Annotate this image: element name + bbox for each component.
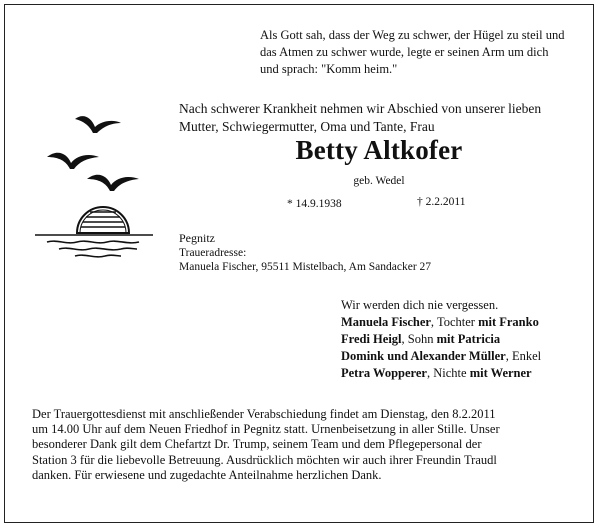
mourner-name: Manuela Fischer [341,315,431,329]
birds-sunset-icon-graphic [29,105,159,265]
mourners-block [341,297,541,382]
deceased-name: Betty Altkofer [295,135,463,165]
mourner-row [341,331,541,348]
address-line: Manuela Fischer, 95511 Mistelbach, Am Sandacker 27 [179,261,432,273]
poem [260,27,580,78]
intro-text [179,100,579,136]
mourner-name: Fredi Heigl [341,332,402,346]
intro-line: Nach schwerer Krankheit nehmen wir Abschied von unserer lieben [179,101,542,116]
birth-date: * 14.9.1938 [287,198,342,210]
address-label: Traueradresse: [179,246,247,259]
mourner-name: Domink und Alexander Müller [341,349,506,363]
mourner-partner: mit Franko [478,315,539,329]
closing-line: Station 3 für die liebevolle Betreuung. Ausdrücklich möchten wir auch ihrer Freundin Traudl [32,452,497,467]
mourner-partner: mit Werner [469,366,532,380]
mourner-partner: mit Patricia [436,332,501,346]
mourner-relation: , Enkel [505,349,542,363]
closing-line: besonderer Dank gilt dem Chefartzt Dr. Trump, seinem Team und dem Pflegepersonal der [32,437,482,452]
mourner-row [341,365,541,382]
death-date: † 2.2.2011 [417,196,466,208]
mourner-relation: , Tochter [430,315,479,329]
mourners-intro: Wir werden dich nie vergessen. [341,298,499,312]
closing-line: Der Trauergottesdienst mit anschließender Verabschiedung findet am Dienstag, den 8.2.2011 [32,407,496,421]
maiden-name: geb. Wedel [353,175,405,187]
mourner-row [341,314,541,331]
mourner-relation: , Nichte [426,366,470,380]
birds-sunset-icon [29,105,159,270]
closing-text [32,407,588,483]
mourner-name: Petra Wopperer [341,366,427,380]
intro-line: Mutter, Schwiegermutter, Oma und Tante, Frau [179,119,435,134]
mourner-row [341,348,541,365]
poem-line: und sprach: "Komm heim." [260,62,398,76]
obituary-card [4,4,594,523]
poem-line: das Atmen zu schwer wurde, legte er seinen Arm um dich [260,45,549,59]
mourning-address [179,231,431,275]
mourner-relation: , Sohn [401,332,437,346]
city: Pegnitz [179,231,215,245]
closing-line: danken. Für erwiesene und zugedachte Anteilnahme herzlichen Dank. [32,467,382,482]
closing-line: um 14.00 Uhr auf dem Neuen Friedhof in Pegnitz statt. Urnenbeisetzung in aller Stille. Unser [32,422,500,437]
poem-line: Als Gott sah, dass der Weg zu schwer, der Hügel zu steil und [260,28,565,42]
